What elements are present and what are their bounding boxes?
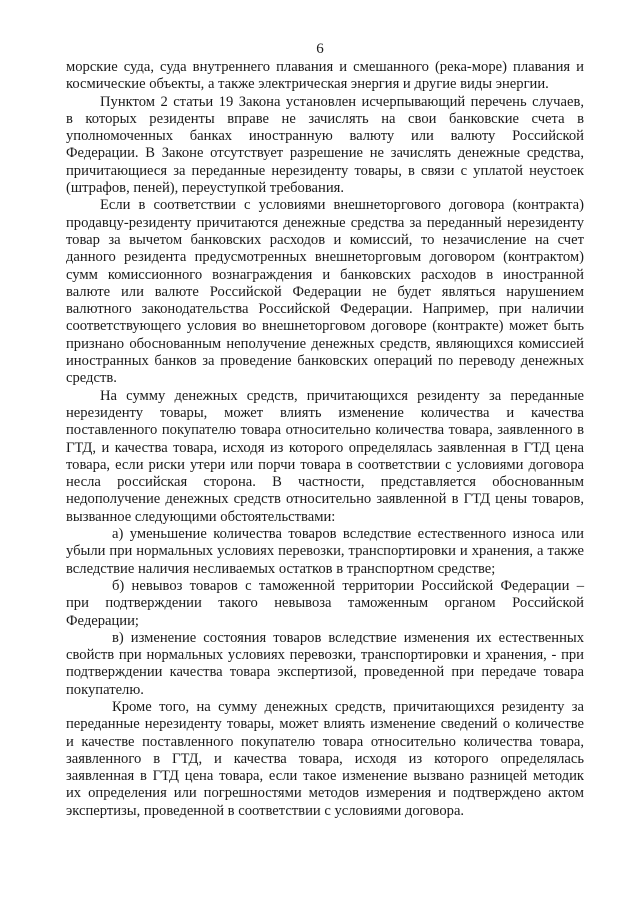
text-line: средств. (66, 370, 117, 387)
text-line: а) уменьшение количества товаров вследствие естественного износа или (112, 526, 584, 543)
text-line: морские суда, суда внутреннего плавания и смешанного (река-море) плавания и (66, 59, 584, 75)
text-line: валютного законодательства Российской Федерации. Например, при наличии (66, 301, 584, 318)
text-line: признано обоснованным неполучение денежных средств, являющихся комиссией (66, 335, 584, 352)
paragraph (66, 630, 584, 699)
text-line: свойств при нормальных условиях перевозки, транспортировки и хранения, - при (66, 647, 584, 664)
text-line: вызванное следующими обстоятельствами: (66, 508, 336, 525)
text-line: при подтверждении такого невывоза таможенным органом Российской (66, 595, 584, 612)
text-line: (штрафов, пеней), переуступкой требования. (66, 180, 344, 197)
text-line: убыли при нормальных условиях перевозки, транспортировки и хранения, а также (66, 543, 584, 560)
text-line: заявленная в ГТД цена товара, если такое изменение вызвано разницей методик (66, 768, 584, 785)
text-line: Если в соответствии с условиями внешнеторгового договора (контракта) (100, 197, 584, 214)
text-line: в которых резиденты вправе не зачислять на свои банковские счета в (66, 110, 584, 127)
text-line: уполномоченных банках иностранную валюту или валюту Российской (66, 128, 584, 145)
text-line: недополучение денежных средств относительно заявленной в ГТД цены товаров, (66, 491, 584, 508)
text-line: подтверждении качества товара экспертизой, проведенной при передаче товара (66, 664, 584, 681)
paragraph (66, 526, 584, 578)
page-number: 6 (316, 41, 324, 57)
paragraph (66, 699, 584, 820)
text-line: несла российская сторона. В частности, представляется обоснованным (66, 474, 584, 491)
document-body (66, 59, 584, 820)
text-line: вследствие наличия несливаемых остатков в транспортном средстве; (66, 560, 496, 577)
paragraph (66, 578, 584, 630)
text-line: соответствующего условия во внешнеторговом договоре (контракте) может быть (66, 318, 584, 335)
text-line: космические объекты, а также электрическая энергия и другие виды энергии. (66, 76, 549, 93)
text-line: б) невывоз товаров с таможенной территории Российской Федерации – (112, 577, 584, 594)
text-line: причитающиеся за переданные нерезиденту товары, в связи с уплатой неустоек (66, 162, 584, 179)
text-line: Федерации. В Законе отсутствует разрешение не зачислять денежные средства, (66, 145, 584, 162)
text-line: заявленного в ГТД, и качества товара, исходя из которого определялась (66, 750, 584, 767)
text-line: Федерации; (66, 612, 139, 629)
text-line: нерезиденту товары, может влиять изменение количества и качества (66, 404, 584, 421)
text-line: данного резидента предусмотренных внешнеторговым договором (контрактом) (66, 249, 584, 266)
paragraph (66, 59, 584, 94)
text-line: товара, если риски утери или порчи товара в соответствии с условиями договора (66, 456, 584, 473)
text-line: иностранных банков за проведение банковских операций по переводу денежных (66, 353, 584, 370)
text-line: покупателю. (66, 681, 144, 698)
text-line: поставленного покупателю товара относительно количества товара, заявленного в (66, 422, 584, 439)
text-line: и качестве поставленного покупателю товара относительно количества товара, (66, 733, 584, 750)
text-line: валюте или валюте Российской Федерации не будет являться нарушением (66, 283, 584, 300)
text-line: Пунктом 2 статьи 19 Закона установлен исчерпывающий перечень случаев, (100, 93, 584, 110)
paragraph (66, 94, 584, 198)
text-line: товар за вычетом банковских расходов и комиссий, то незачисление на счет (66, 231, 584, 248)
text-line: На сумму денежных средств, причитающихся резиденту за переданные (100, 387, 584, 404)
text-line: их определения или погрешностями методов измерения и подтверждено актом (66, 785, 584, 802)
text-line: переданные нерезиденту товары, может влиять изменение сведений о количестве (66, 716, 584, 733)
text-line: в) изменение состояния товаров вследствие изменения их естественных (112, 629, 584, 646)
text-line: ГТД, и качества товара, исходя из которого определялась заявленная в ГТД цена (66, 439, 584, 456)
paragraph (66, 388, 584, 526)
paragraph (66, 197, 584, 387)
text-line: Кроме того, на сумму денежных средств, причитающихся резиденту за (112, 698, 584, 715)
text-line: экспертизы, проведенной в соответствии с условиями договора. (66, 802, 465, 819)
text-line: продавцу-резиденту причитаются денежные средства за переданный нерезиденту (66, 214, 584, 231)
text-line: сумм комиссионного вознаграждения и банковских расходов в иностранной (66, 266, 584, 283)
